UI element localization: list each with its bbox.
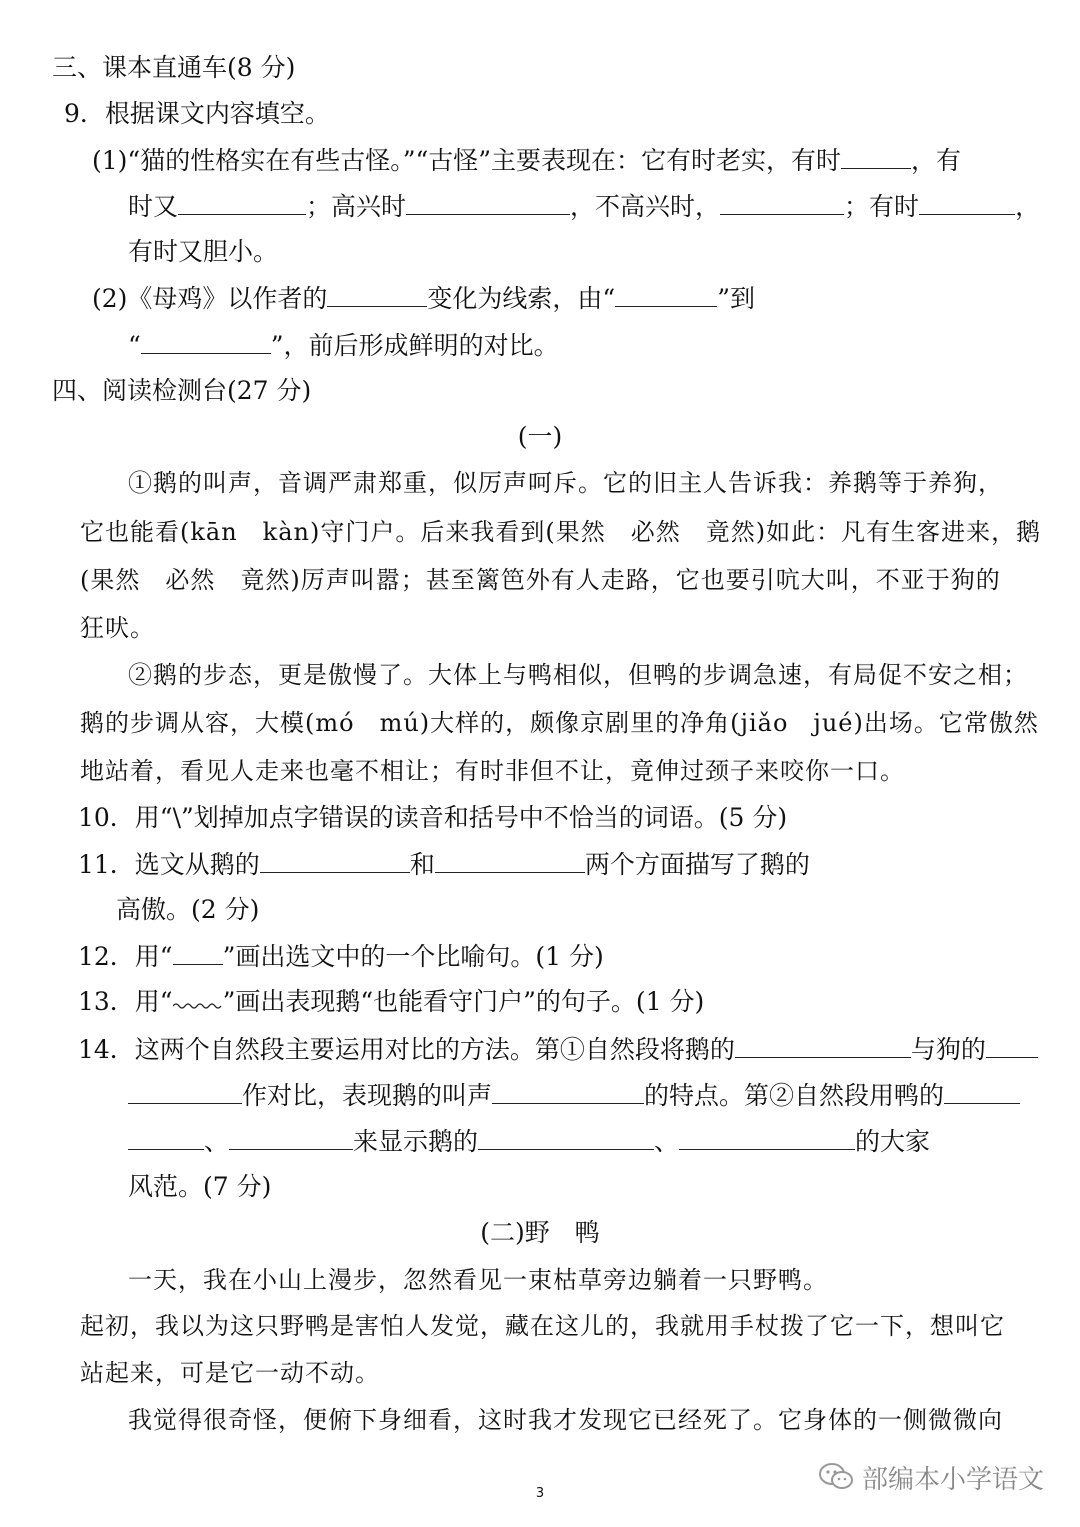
blank[interactable]: [478, 1123, 654, 1150]
q9-part2-line2: “ ”，前后形成鲜明的对比。: [128, 327, 559, 364]
reading-1-title: (一): [517, 422, 563, 451]
blank[interactable]: [128, 1123, 204, 1150]
blank[interactable]: [841, 142, 911, 169]
dotted-char: 模: [280, 709, 305, 737]
q14-line1: 14．这两个自然段主要运用对比的方法。第①自然段将鹅的 与狗的: [78, 1031, 1038, 1068]
blank[interactable]: [944, 1077, 1020, 1104]
blank[interactable]: [229, 1123, 353, 1150]
blank[interactable]: [986, 1031, 1038, 1058]
q12: 12．用“ ”画出选文中的一个比喻句。(1 分): [78, 938, 604, 975]
blank[interactable]: [178, 188, 306, 215]
reading-1-para2-line3: 地站着，看见人走来也毫不相让；有时非但不让，竟伸过颈子来咬你一口。: [80, 757, 905, 785]
blank[interactable]: [679, 1123, 855, 1150]
q14-line3: 、 来显示鹅的 、 的大家: [128, 1123, 930, 1160]
blank[interactable]: [492, 1077, 644, 1104]
blank[interactable]: [919, 188, 1015, 215]
dotted-char: 角: [705, 709, 731, 737]
blank[interactable]: [141, 327, 271, 354]
q9-part1-line3: 有时又胆小。: [128, 237, 279, 266]
wavy-underline-mark: [173, 996, 223, 1010]
blank[interactable]: [735, 1031, 911, 1058]
reading-1-para2-line2: 鹅的步调从容，大模(mó mú)大样的，颇像京剧里的净角(jiǎo jué)出场。它常傲然: [80, 709, 1039, 737]
reading-2-title: (二)野 鸭: [480, 1218, 600, 1247]
q14-line4: 风范。(7 分): [128, 1172, 272, 1201]
reading-1-para2-line1: ②鹅的步态，更是傲慢了。大体上与鸭相似，但鸭的步调急速，有局促不安之相；: [128, 661, 1028, 689]
section-3-heading: 三、课本直通车(8 分): [52, 53, 296, 82]
q9-part1-line2: 时又 ；高兴时 ，不高兴时， ；有时 ，: [128, 188, 1040, 225]
straight-underline-mark: [173, 938, 223, 965]
blank[interactable]: [260, 846, 410, 873]
q11-line2: 高傲。(2 分): [116, 895, 260, 924]
q10: 10．用“\”划掉加点字错误的读音和括号中不恰当的词语。(5 分): [78, 803, 788, 832]
blank[interactable]: [406, 188, 570, 215]
q13: 13．用“ ”画出表现鹅“也能看守门户”的句子。(1 分): [78, 987, 705, 1016]
q9-part1-line1: (1)“猫的性格实在有些古怪。”“古怪”主要表现在：它有时老实，有时 ，有: [92, 142, 961, 179]
reading-1-para1-line3: (果然 必然 竟然)厉声叫嚣；甚至篱笆外有人走路，它也要引吭大叫，不亚于狗的: [80, 566, 1001, 594]
reading-2-line1: 一天，我在小山上漫步，忽然看见一束枯草旁边躺着一只野鸭。: [128, 1266, 828, 1294]
q14-line2: 作对比，表现鹅的叫声 的特点。第②自然段用鸭的: [128, 1077, 1020, 1114]
q11-line1: 11．选文从鹅的 和 两个方面描写了鹅的: [78, 846, 810, 883]
page-number: 3: [535, 1486, 545, 1501]
reading-2-line2: 起初，我以为这只野鸭是害怕人发觉，藏在这儿的，我就用手杖拨了它一下，想叫它: [80, 1312, 1005, 1340]
watermark: [818, 1455, 1044, 1499]
reading-2-line4: 我觉得很奇怪，便俯下身细看，这时我才发现它已经死了。它身体的一侧微微向: [128, 1406, 1003, 1434]
reading-1-para1-line4: 狂吠。: [80, 614, 155, 642]
reading-1-para1-line1: ①鹅的叫声，音调严肃郑重，似厉声呵斥。它的旧主人告诉我：养鹅等于养狗，: [128, 469, 1003, 497]
q9-stem: 9．根据课文内容填空。: [64, 99, 330, 128]
blank[interactable]: [615, 280, 717, 307]
blank[interactable]: [327, 280, 427, 307]
wechat-icon: [818, 1462, 854, 1492]
blank[interactable]: [720, 188, 844, 215]
reading-1-para1-line2: 它也能看(kān kàn)守门户。后来我看到(果然 必然 竟然)如此：凡有生客进来，鹅: [80, 518, 1042, 546]
dotted-char: 看: [155, 518, 180, 546]
section-4-heading: 四、阅读检测台(27 分): [52, 376, 312, 405]
blank[interactable]: [128, 1077, 242, 1104]
reading-2-line3: 站起来，可是它一动不动。: [80, 1359, 380, 1387]
blank[interactable]: [435, 846, 585, 873]
watermark-text: 部编本小学语文: [862, 1464, 1045, 1495]
q9-part2-line1: (2)《母鸡》以作者的 变化为线索，由“ ”到: [92, 280, 755, 317]
